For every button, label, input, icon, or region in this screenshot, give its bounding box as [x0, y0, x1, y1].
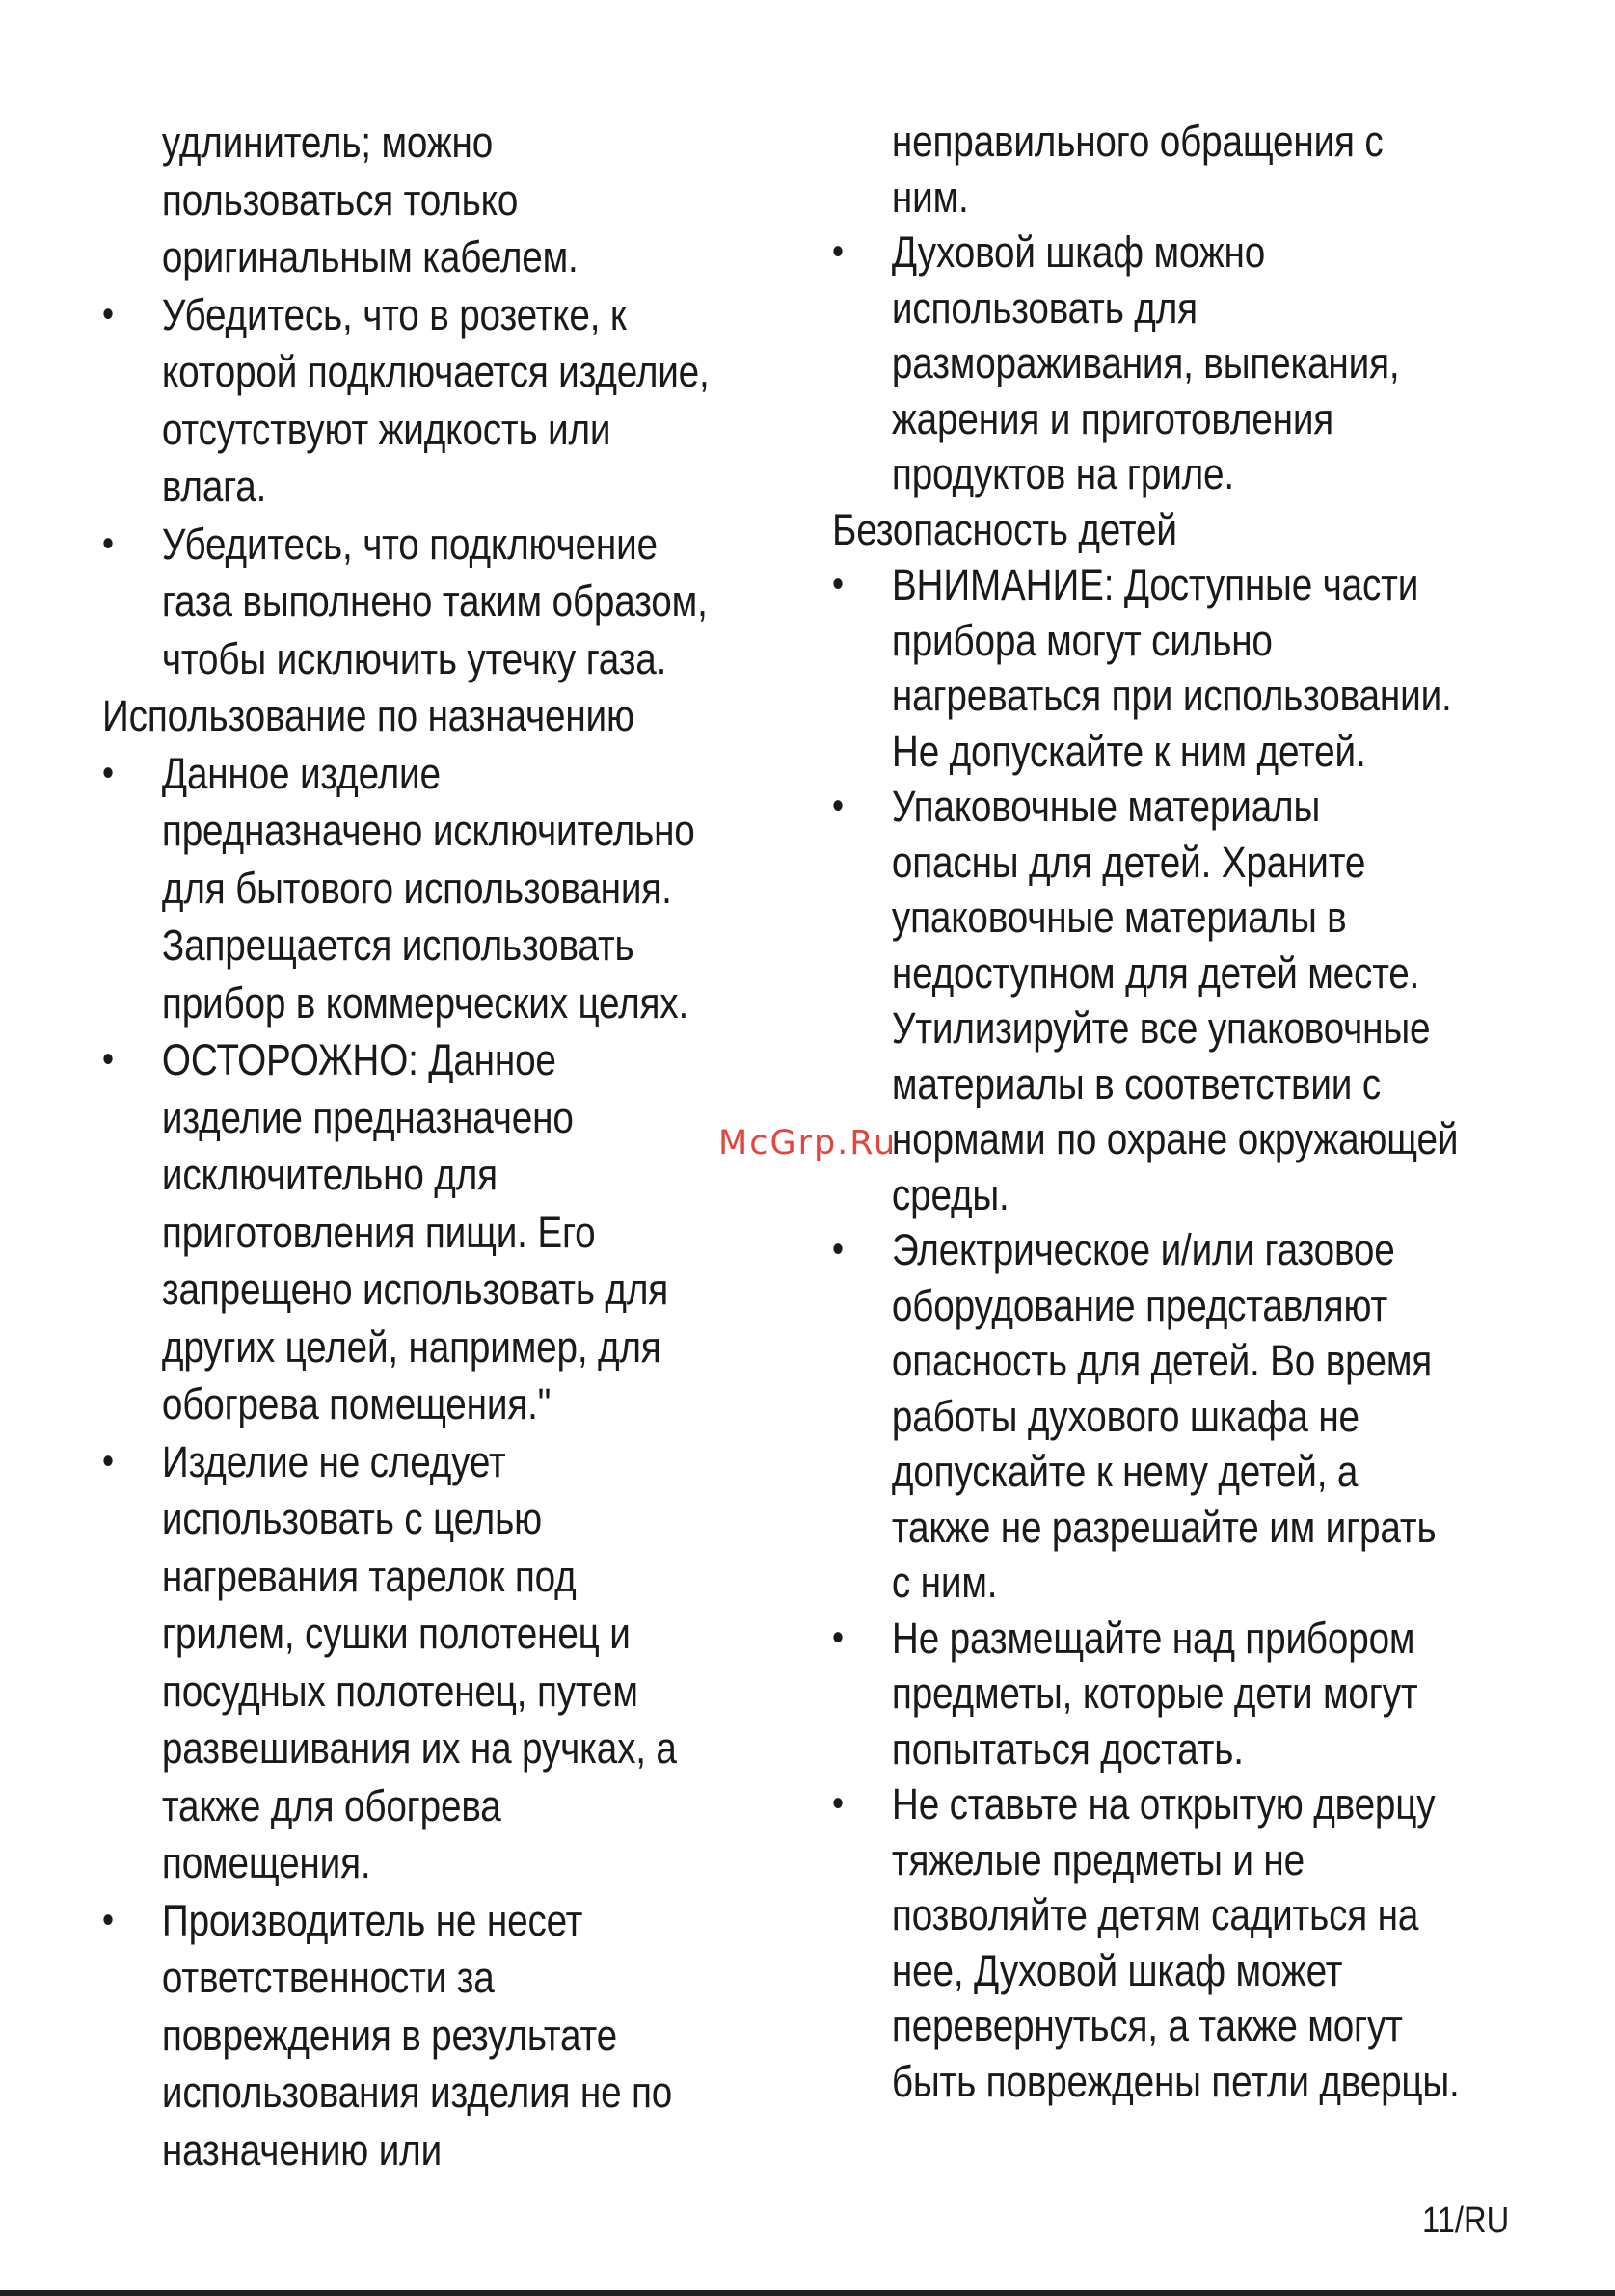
text-line: обогрева помещения."	[161, 1379, 552, 1428]
left-column	[102, 114, 806, 2178]
bullet-text: Электрическое и/или газовое	[891, 1225, 1395, 1274]
text-line: развешивания их на ручках, а	[161, 1723, 677, 1773]
text-line: позволяйте детям садиться на	[891, 1890, 1419, 1939]
bullet-item	[832, 1776, 1436, 1832]
text-line: опасность для детей. Во время	[891, 1336, 1433, 1385]
text-line: упаковочные материалы в	[891, 893, 1347, 942]
text-line: назначению или	[161, 2124, 443, 2175]
bullet-item	[832, 1611, 1429, 1667]
right-column	[832, 114, 1526, 2109]
text-line: продуктов на гриле.	[891, 449, 1234, 498]
bullet-item	[102, 1892, 708, 1950]
bullet-text: Не ставьте на открытую дверцу	[891, 1779, 1436, 1829]
text-line: материалы в соответствии с	[891, 1058, 1381, 1108]
text-line: опасны для детей. Храните	[891, 837, 1366, 887]
text-line: изделие предназначено	[161, 1092, 574, 1142]
bullet-item	[832, 225, 1429, 280]
text-line: Утилизируйте все упаковочные	[891, 1003, 1431, 1053]
text-line: удлинитель; можно	[161, 118, 494, 167]
bullet-text: Производитель не несет	[161, 1895, 583, 1945]
bullet-icon: •	[832, 563, 844, 605]
bullet-text: Изделие не следует	[161, 1436, 506, 1486]
text-line: нагреваться при использовании.	[891, 671, 1452, 720]
text-line: нагревания тарелок под	[161, 1551, 577, 1601]
text-line: использовать с целью	[161, 1494, 542, 1543]
bullet-icon: •	[832, 1782, 844, 1825]
section-heading: Безопасность детей	[832, 504, 1177, 554]
text-line: пользоваться только	[161, 174, 519, 225]
text-line: газа выполнено таким образом,	[161, 576, 708, 626]
text-line: размораживания, выпекания,	[891, 338, 1400, 387]
bullet-text: Не размещайте над прибором	[891, 1613, 1415, 1663]
bottom-rule	[0, 2290, 1615, 2296]
bullet-icon: •	[832, 785, 844, 827]
bullet-item	[832, 779, 1429, 835]
text-line: использовать для	[891, 282, 1198, 333]
text-line: Не допускайте к ним детей.	[891, 726, 1366, 776]
text-line: ним.	[891, 172, 969, 222]
text-line: прибора могут сильно	[891, 615, 1273, 665]
text-line: среды.	[891, 1169, 1009, 1219]
bullet-icon: •	[102, 751, 114, 794]
text-line: влага.	[161, 462, 267, 511]
bullet-item	[832, 1222, 1429, 1278]
watermark: McGrp.Ru	[718, 1124, 898, 1162]
text-line: прибор в коммерческих целях.	[161, 977, 689, 1028]
bullet-icon: •	[832, 1228, 844, 1270]
text-line: работы духового шкафа не	[891, 1391, 1359, 1441]
text-line: Запрещается использовать	[161, 921, 634, 970]
text-line: с ним.	[891, 1558, 998, 1607]
bullet-item	[102, 1433, 708, 1491]
bullet-item	[102, 286, 708, 344]
bullet-icon: •	[832, 230, 844, 273]
text-line: посудных полотенец, путем	[161, 1666, 638, 1716]
text-line: ответственности за	[161, 1953, 495, 2002]
bullet-item	[832, 557, 1429, 613]
text-line: повреждения в результате	[161, 2010, 617, 2060]
text-line: предметы, которые дети могут	[891, 1669, 1418, 1718]
text-line: для бытового использования.	[161, 863, 672, 913]
bullet-item	[102, 1031, 708, 1089]
page-number: 11/RU	[1422, 2201, 1510, 2241]
bullet-icon: •	[832, 1615, 844, 1659]
section-heading: Использование по назначению	[102, 691, 634, 740]
text-line: неправильного обращения с	[891, 117, 1384, 166]
text-line: нормами по охране окружающей	[891, 1114, 1459, 1163]
bullet-item	[102, 745, 708, 803]
bullet-text: Убедитесь, что подключение	[161, 519, 658, 569]
text-line: оригинальным кабелем.	[161, 232, 579, 281]
bullet-text: ОСТОРОЖНО: Данное	[161, 1035, 556, 1084]
text-line: тяжелые предметы и не	[891, 1834, 1305, 1884]
text-line: которой подключается изделие,	[161, 347, 710, 396]
text-line: допускайте к нему детей, а	[891, 1447, 1359, 1496]
bullet-icon: •	[102, 521, 114, 565]
bullet-icon: •	[102, 1038, 114, 1081]
text-line: других целей, например, для	[161, 1322, 661, 1372]
bullet-icon: •	[102, 292, 114, 335]
text-line: чтобы исключить утечку газа.	[161, 633, 667, 683]
text-line: использования изделия не по	[161, 2068, 673, 2117]
text-line: приготовления пищи. Его	[161, 1207, 596, 1257]
text-line: нее, Духовой шкаф может	[891, 1945, 1343, 1995]
bullet-text: Убедитесь, что в розетке, к	[161, 289, 627, 339]
text-line: отсутствуют жидкость или	[161, 404, 611, 454]
bullet-text: Данное изделие	[161, 748, 441, 798]
text-line: быть повреждены петли дверцы.	[891, 2056, 1460, 2106]
text-line: оборудование представляют	[891, 1280, 1388, 1330]
text-line: грилем, сушки полотенец и	[161, 1609, 631, 1658]
text-line: предназначено исключительно	[161, 806, 695, 855]
bullet-icon: •	[102, 1898, 114, 1941]
text-line: запрещено использовать для	[161, 1265, 669, 1314]
text-line: попытаться достать.	[891, 1723, 1244, 1774]
text-line: жарения и приготовления	[891, 393, 1334, 443]
text-line: недоступном для детей месте.	[891, 948, 1420, 998]
text-line: исключительно для	[161, 1150, 498, 1199]
bullet-item	[102, 516, 708, 574]
bullet-text: Духовой шкаф можно	[891, 227, 1266, 277]
text-line: помещения.	[161, 1838, 371, 1887]
text-line: также для обогрева	[161, 1780, 501, 1830]
bullet-text: ВНИМАНИЕ: Доступные части	[891, 560, 1419, 609]
bullet-icon: •	[102, 1439, 114, 1482]
bullet-text: Упаковочные материалы	[891, 782, 1321, 831]
text-line: также не разрешайте им играть	[891, 1502, 1437, 1552]
text-line: перевернуться, а также могут	[891, 2001, 1403, 2050]
